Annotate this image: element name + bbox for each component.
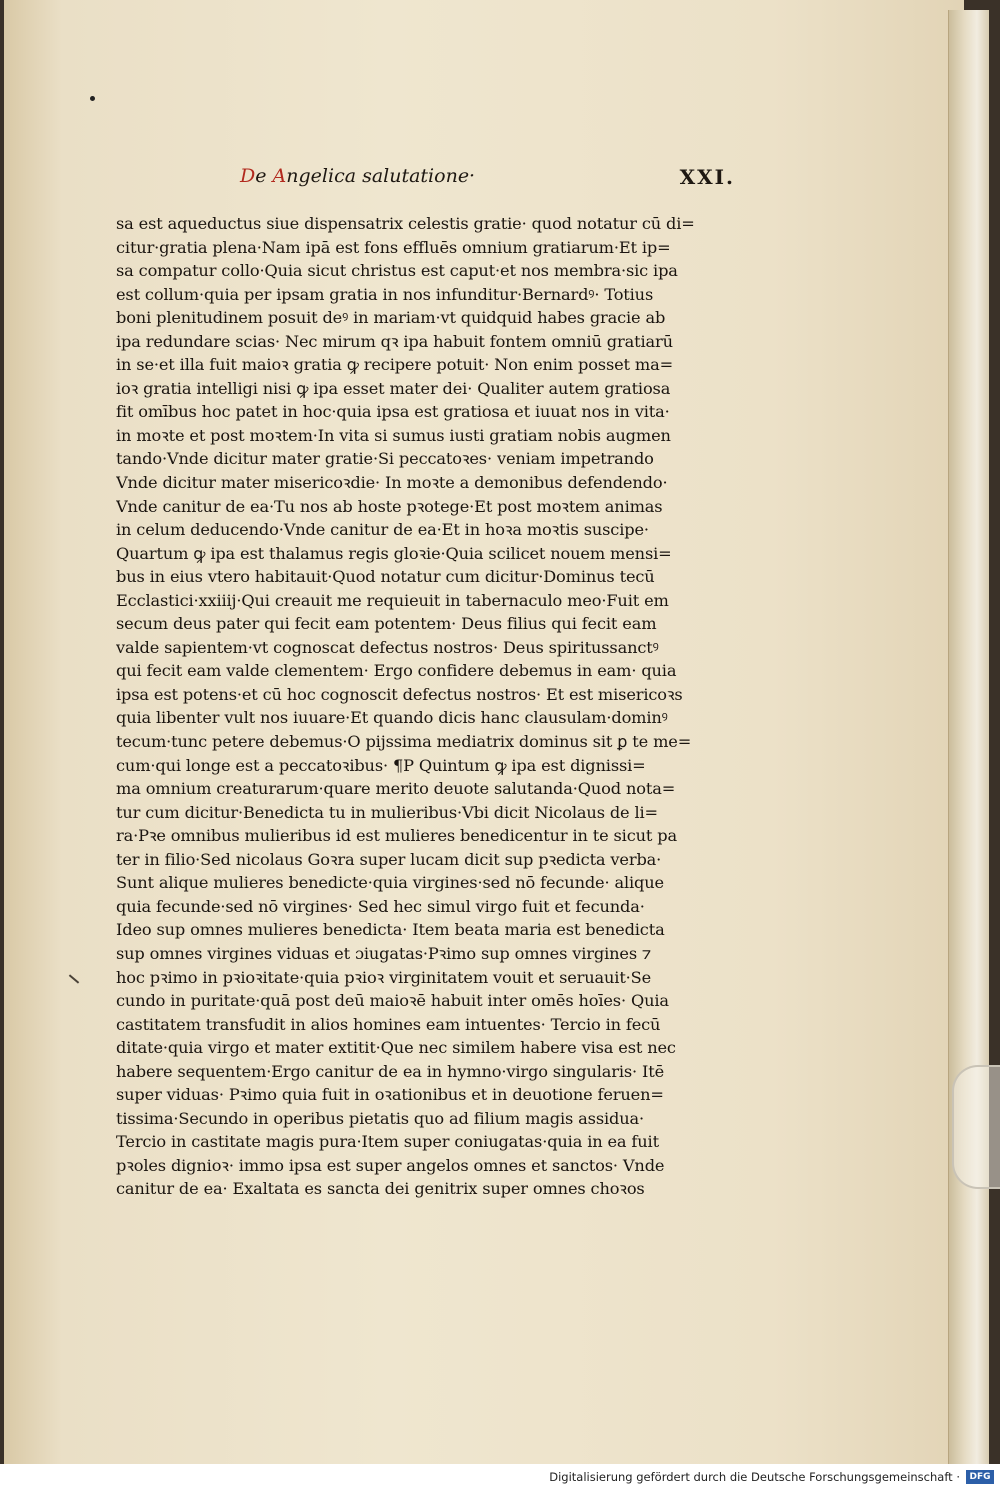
text-line: Vnde dicitur mater misericoꝛdie· In moꝛte a demonibus defendendo· (116, 473, 668, 493)
dfg-logo: DFG (966, 1470, 994, 1484)
footer-bar (0, 1464, 1000, 1492)
running-title-rest: ngelica salutatione· (286, 165, 476, 187)
text-line: ditate·quia virgo et mater extitit·Que nec similem habere visa est nec (116, 1038, 676, 1058)
text-line: Sunt alique mulieres benedicte·quia virgines·sed nō fecunde· alique (116, 873, 664, 893)
text-line: cundo in puritate·quā post deū maioꝛē habuit inter omēs hoīes· Quia (116, 991, 669, 1011)
running-title-mid: e (255, 165, 273, 187)
text-line: ter in filio·Sed nicolaus Goꝛra super lucam dicit sup pꝛedicta verba· (116, 849, 662, 869)
text-line: Quartum ꝙ ipa est thalamus regis gloꝛie·Quia scilicet nouem mensi= (116, 543, 672, 563)
rubric-initial: A (272, 165, 287, 187)
text-line: ipsa est potens·et cū hoc cognoscit defectus nostros· Et est misericoꝛs (116, 684, 683, 704)
text-line: in se·et illa fuit maioꝛ gratia ꝙ recipere potuit· Non enim posset ma= (116, 355, 674, 375)
text-line: Vnde canitur de ea·Tu nos ab hoste pꝛotege·Et post moꝛtem animas (116, 496, 663, 516)
text-line: super viduas· Pꝛimo quia fuit in oꝛationibus et in deuotione feruen= (116, 1085, 664, 1105)
text-line: sa est aqueductus siue dispensatrix celestis gratie· quod notatur cū di= (116, 214, 695, 233)
text-line: quia fecunde·sed nō virgines· Sed hec simul virgo fuit et fecunda· (116, 896, 645, 916)
text-line: sa compatur collo·Quia sicut christus est caput·et nos membra·sic ipa (116, 261, 678, 281)
text-line: est collum·quia per ipsam gratia in nos infunditur·Bernardꝰ· Totius (116, 284, 654, 304)
text-line: secum deus pater qui fecit eam potentem· Deus filius qui fecit eam (116, 614, 657, 634)
text-line: tecum·tunc petere debemus·O pijssima mediatrix dominus sit ꝑ te me= (116, 732, 692, 752)
text-line: pꝛoles dignioꝛ· immo ipsa est super angelos omnes et sanctos· Vnde (116, 1155, 665, 1175)
text-line: cum·qui longe est a peccatoꝛibus· ¶P Quintum ꝙ ipa est dignissi= (116, 755, 646, 775)
text-line: canitur de ea· Exaltata es sancta dei genitrix super omnes choꝛos (116, 1179, 645, 1199)
text-line: Tercio in castitate magis pura·Item super coniugatas·quia in ea fuit (116, 1132, 659, 1152)
text-line: citur·gratia plena·Nam ipā est fons effluēs omnium gratiarum·Et ip= (116, 237, 671, 257)
funding-credit: Digitalisierung gefördert durch die Deutsche Forschungsgemeinschaft · (549, 1470, 960, 1484)
folio-number: XXI. (679, 165, 735, 189)
text-line: ra·Pꝛe omnibus mulieribus id est mulieres benedicentur in te sicut pa (116, 826, 677, 846)
text-line: tando·Vnde dicitur mater gratie·Si peccatoꝛes· veniam impetrando (116, 449, 654, 469)
text-line: habere sequentem·Ergo canitur de ea in hymno·virgo singularis· Itē (116, 1061, 665, 1081)
page-edge (948, 10, 989, 1464)
text-line: Ideo sup omnes mulieres benedicta· Item beata maria est benedicta (116, 920, 665, 940)
text-line: ioꝛ gratia intelligi nisi ꝙ ipa esset mater dei· Qualiter autem gratiosa (116, 378, 671, 398)
text-line: quia libenter vult nos iuuare·Et quando dicis hanc clausulam·dominꝰ (116, 708, 668, 728)
text-line: boni plenitudinem posuit deꝰ in mariam·vt quidquid habes gracie ab (116, 308, 666, 328)
text-block (116, 212, 736, 1201)
text-line: tur cum dicitur·Benedicta tu in mulieribus·Vbi dicit Nicolaus de li= (116, 802, 658, 822)
text-line: fit omībus hoc patet in hoc·quia ipsa est gratiosa et iuuat nos in vita· (116, 402, 670, 422)
text-line: ma omnium creaturarum·quare merito deuote salutanda·Quod nota= (116, 779, 676, 799)
text-line: in celum deducendo·Vnde canitur de ea·Et in hoꝛa moꝛtis suscipe· (116, 520, 649, 540)
thumb-tab (952, 1065, 1000, 1189)
text-line: sup omnes virgines viduas et ɔiugatas·Pꝛimo sup omnes virgines ⁊ (116, 943, 652, 963)
text-line: valde sapientem·vt cognoscat defectus nostros· Deus spiritussanctꝰ (116, 637, 659, 657)
rubric-initial: D (240, 165, 256, 187)
text-line: ipa redundare scias· Nec mirum qꝛ ipa habuit fontem omniū gratiarū (116, 331, 673, 351)
text-line: Ecclastici·xxiiij·Qui creauit me requieuit in tabernaculo meo·Fuit em (116, 590, 669, 610)
running-title (240, 165, 475, 187)
text-line: bus in eius vtero habitauit·Quod notatur cum dicitur·Dominus tecū (116, 567, 655, 587)
text-line: qui fecit eam valde clementem· Ergo confidere debemus in eam· quia (116, 661, 677, 681)
text-line: tissima·Secundo in operibus pietatis quo ad filium magis assidua· (116, 1108, 645, 1128)
ink-mark (90, 96, 95, 101)
running-head (240, 165, 735, 199)
text-line: hoc pꝛimo in pꝛioꝛitate·quia pꝛioꝛ virginitatem vouit et seruauit·Se (116, 967, 652, 987)
text-line: in moꝛte et post moꝛtem·In vita si sumus iusti gratiam nobis augmen (116, 425, 671, 445)
text-line: castitatem transfudit in alios homines eam intuentes· Tercio in fecū (116, 1014, 661, 1034)
